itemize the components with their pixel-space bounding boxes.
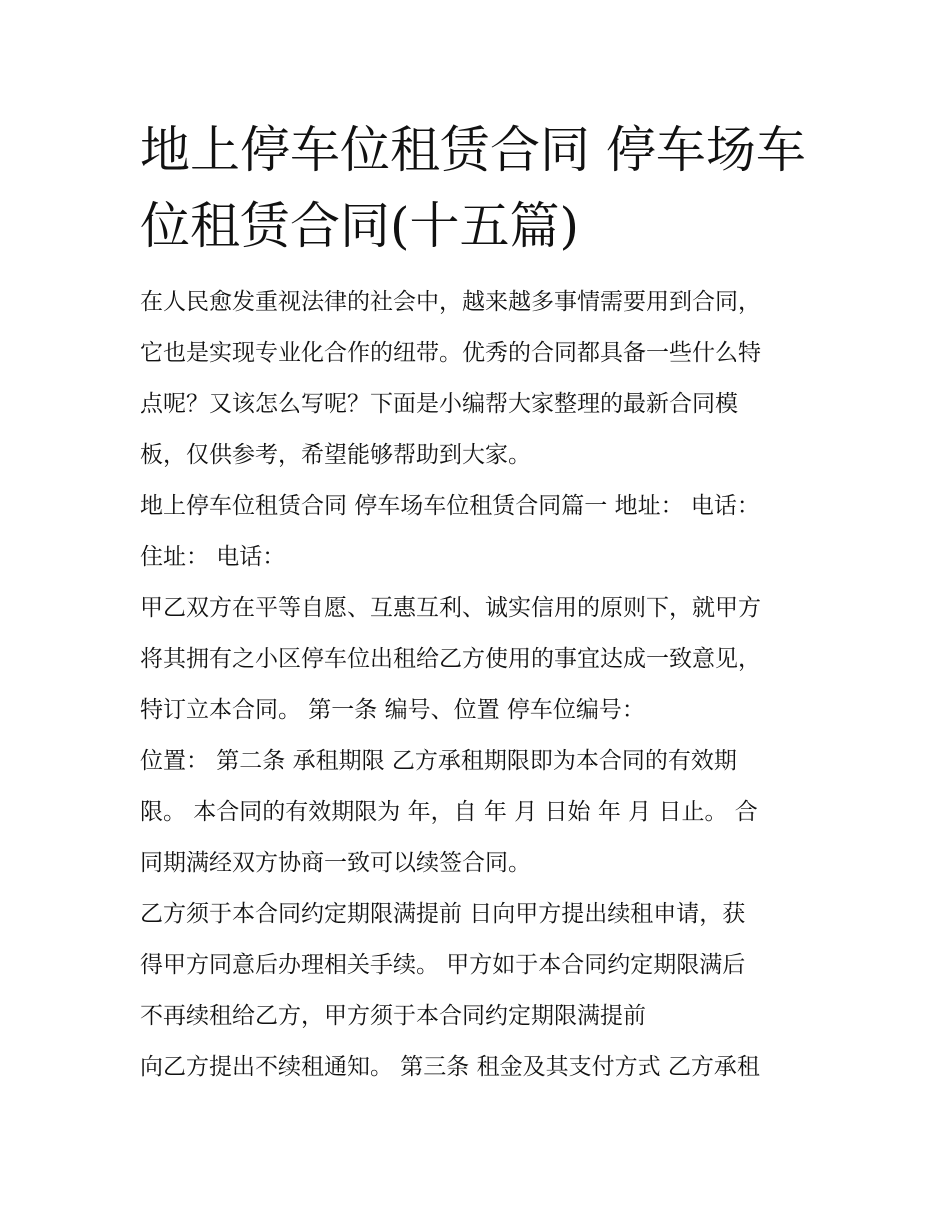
body-line: 将其拥有之小区停车位出租给乙方使用的事宜达成一致意见， — [140, 646, 761, 672]
document-body — [140, 277, 820, 1093]
body-line: 住址： 电话： — [140, 544, 286, 570]
title-line: 位租赁合同(十五篇) — [140, 197, 580, 255]
body-line: 乙方须于本合同约定期限满提前 日向甲方提出续租申请，获 — [140, 901, 746, 927]
body-line: 限。 本合同的有效期限为 年，自 年 月 日始 年 月 日止。 合 — [140, 799, 758, 825]
body-line: 位置： 第二条 承租期限 乙方承租期限即为本合同的有效期 — [140, 748, 737, 774]
body-line: 得甲方同意后办理相关手续。 甲方如于本合同约定期限满后 — [140, 952, 746, 978]
title-line: 地上停车位租赁合同 停车场车 — [140, 121, 806, 179]
body-line: 它也是实现专业化合作的纽带。优秀的合同都具备一些什么特 — [140, 340, 761, 366]
body-line: 甲乙双方在平等自愿、互惠互利、诚实信用的原则下，就甲方 — [140, 595, 761, 621]
body-line: 特订立本合同。 第一条 编号、位置 停车位编号： — [140, 697, 645, 723]
body-line: 板，仅供参考，希望能够帮助到大家。 — [140, 442, 531, 468]
body-line: 在人民愈发重视法律的社会中，越来越多事情需要用到合同， — [140, 289, 761, 315]
document-title — [140, 112, 820, 264]
body-line: 不再续租给乙方，甲方须于本合同约定期限满提前 — [140, 1003, 646, 1029]
body-line: 同期满经双方协商一致可以续签合同。 — [140, 850, 531, 876]
body-line: 点呢？又该怎么写呢？下面是小编帮大家整理的最新合同模 — [140, 391, 738, 417]
body-line: 地上停车位租赁合同 停车场车位租赁合同篇一 地址： 电话： — [140, 493, 760, 519]
body-line: 向乙方提出不续租通知。 第三条 租金及其支付方式 乙方承租 — [140, 1054, 760, 1080]
